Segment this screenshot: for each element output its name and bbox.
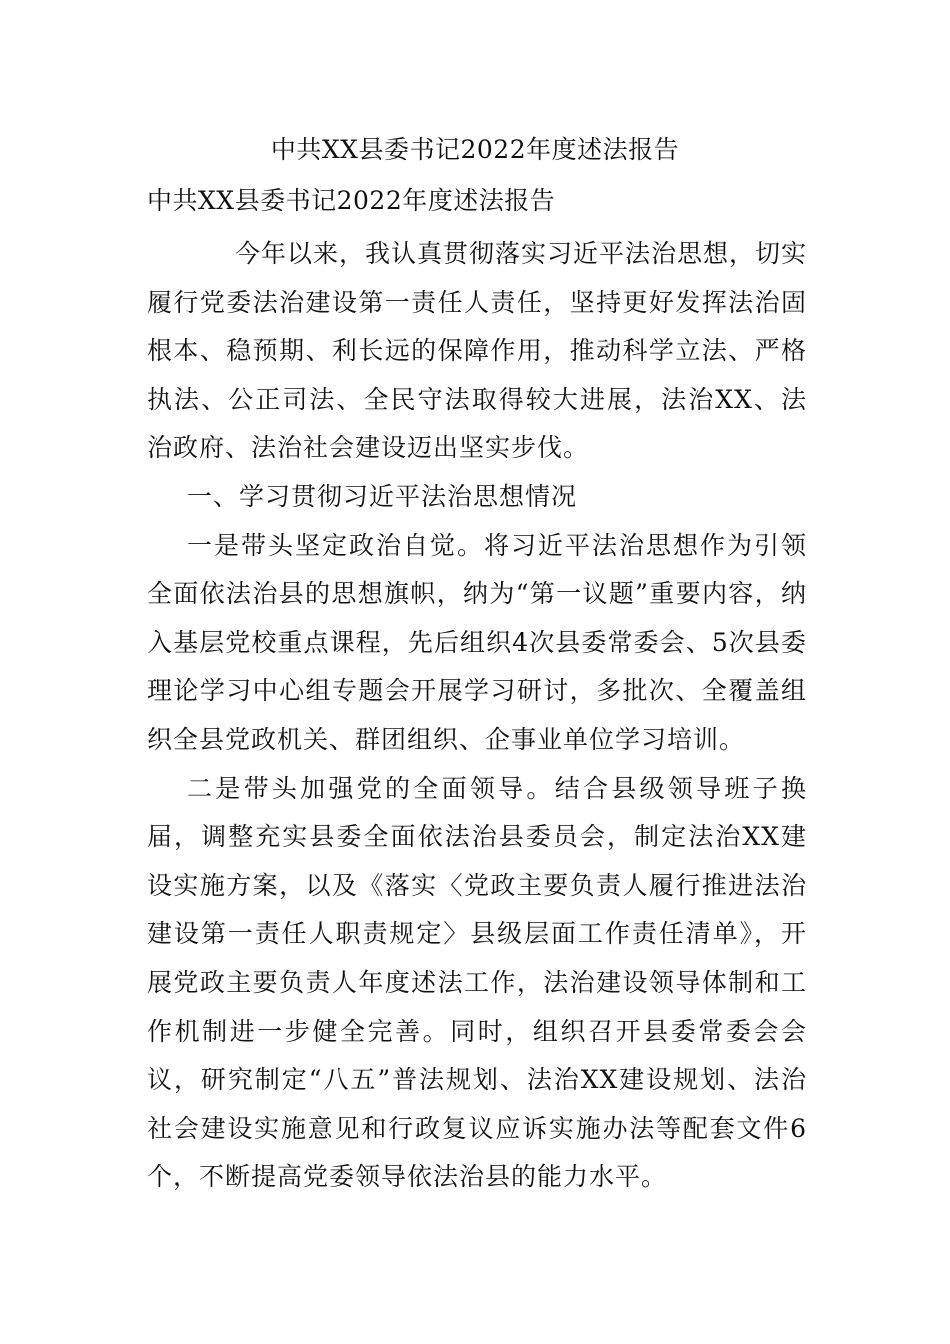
body-paragraph: 一是带头坚定政治自觉。将习近平法治思想作为引领全面依法治县的思想旗帜，纳为“第一议题”重要内容，纳入基层党校重点课程，先后组织4次县委常委会、5次县委理论学习中心组专题会开展学习研讨，多批次、全覆盖组织全县党政机关、群团组织、企事业单位学习培训。	[147, 530, 807, 754]
document-title: 中共XX县委书记2022年度述法报告	[270, 135, 680, 164]
document-body	[147, 230, 807, 1202]
section-heading: 一、学习贯彻习近平法治思想情况	[187, 481, 578, 511]
document-subtitle: 中共XX县委书记2022年度述法报告	[147, 186, 556, 215]
body-paragraph: 二是带头加强党的全面领导。结合县级领导班子换届，调整充实县委全面依法治县委员会，制定法治XX建设实施方案，以及《落实〈党政主要负责人履行推进法治建设第一责任人职责规定〉县级层面工作责任清单》，开展党政主要负责人年度述法工作，法治建设领导体制和工作机制进一步健全完善。同时，组织召开县委常委会会议，研究制定“八五”普法规划、法治XX建设规划、法治社会建设实施意见和行政复议应诉实施办法等配套文件6个，不断提高党委领导依法治县的能力水平。	[147, 773, 807, 1192]
intro-paragraph: 今年以来，我认真贯彻落实习近平法治思想，切实履行党委法治建设第一责任人责任，坚持更好发挥法治固根本、稳预期、利长远的保障作用，推动科学立法、严格执法、公正司法、全民守法取得较大进展，法治XX、法治政府、法治社会建设迈出坚实步伐。	[147, 239, 808, 463]
